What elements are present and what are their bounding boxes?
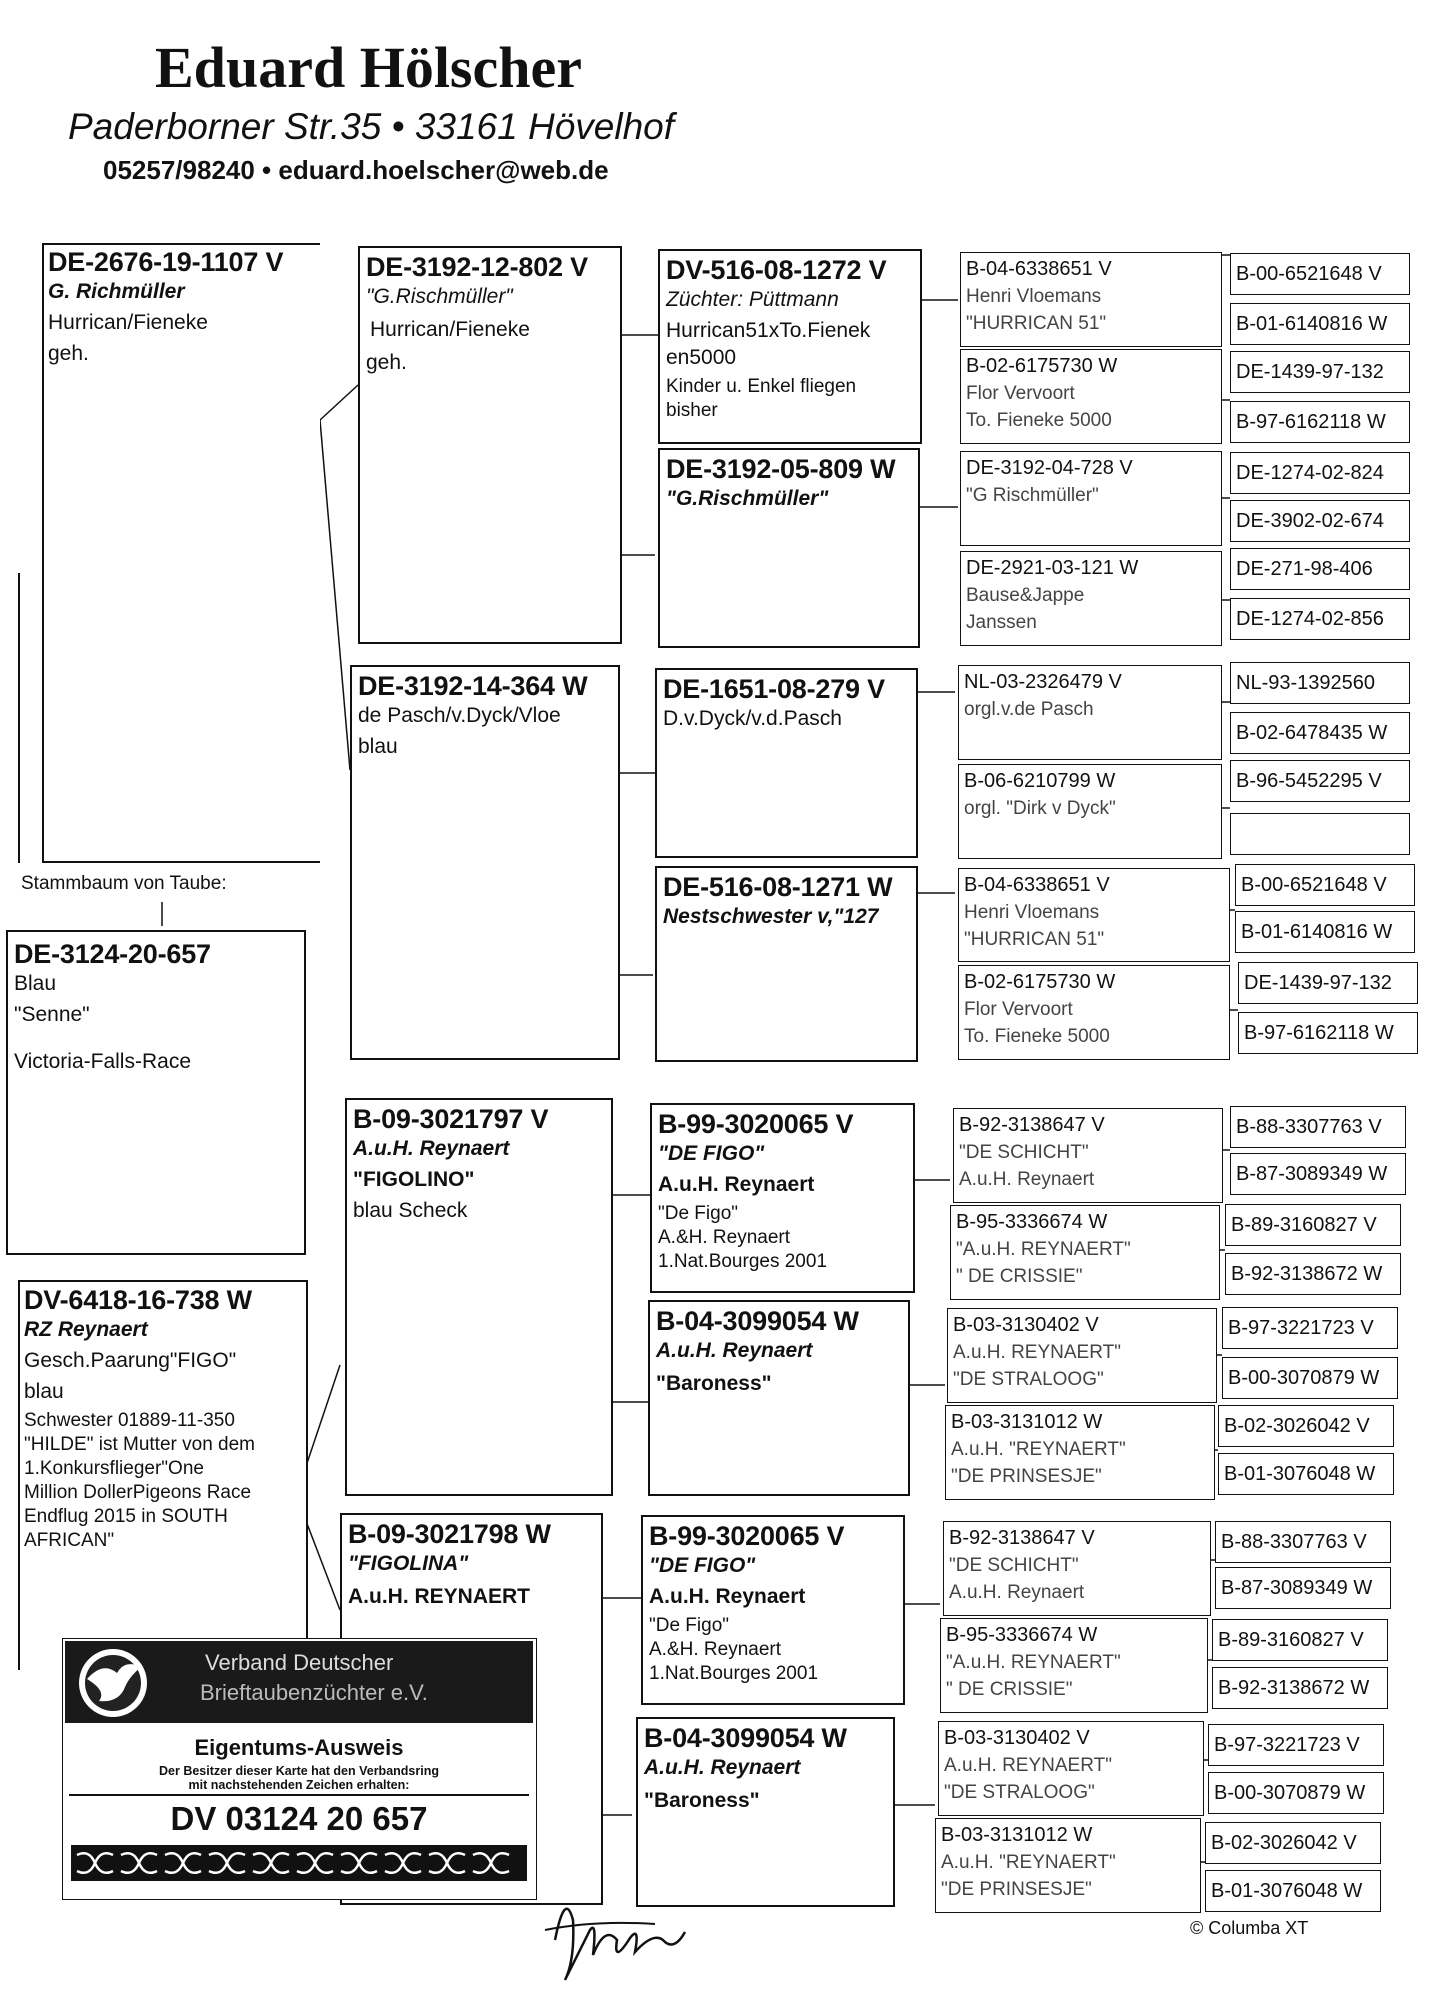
gen4-card [953, 1108, 1223, 1203]
ggp-ring: B-99-3020065 V [649, 1521, 845, 1551]
gen4-line-1: "A.u.H. REYNAERT" [946, 1652, 1121, 1673]
subject-card [6, 930, 306, 1255]
gen4-ring: B-03-3131012 W [941, 1824, 1093, 1846]
great-grandparent-card [655, 866, 918, 1062]
gen5-ring: B-00-6521648 V [1230, 253, 1410, 295]
ggp-note-3: 1.Nat.Bourges 2001 [649, 1663, 819, 1684]
gen4-line-2: "HURRICAN 51" [964, 929, 1105, 950]
gen4-ring: B-06-6210799 W [964, 770, 1116, 792]
gen4-line-2: A.u.H. Reynaert [949, 1582, 1085, 1603]
ggp-breeder: A.u.H. Reynaert [649, 1585, 806, 1608]
dam-breeder: RZ Reynaert [24, 1318, 148, 1341]
ownership-card [62, 1638, 537, 1900]
gen4-line-2: "HURRICAN 51" [966, 313, 1107, 334]
grandparent-name: "FIGOLINO" [353, 1168, 475, 1191]
ggp-ring: DE-3192-05-809 W [666, 454, 896, 484]
subject-color: Blau [14, 972, 57, 995]
ggp-line-1: Hurrican51xTo.Fienek [666, 319, 871, 342]
great-grandparent-card [648, 1300, 910, 1496]
gen4-ring: B-92-3138647 V [959, 1114, 1105, 1136]
gen4-card [940, 1618, 1208, 1713]
subject-name: "Senne" [14, 1003, 90, 1026]
gen5-ring: B-88-3307763 V [1215, 1521, 1391, 1563]
gen4-line-1: "DE SCHICHT" [949, 1555, 1079, 1576]
gen4-ring: B-04-6338651 V [964, 874, 1110, 896]
sire-line: Hurrican/Fieneke [48, 311, 208, 334]
grandparent-card [345, 1098, 613, 1496]
pedigree-label: Stammbaum von Taube: [21, 873, 227, 894]
gen4-card [958, 868, 1230, 962]
ggp-note-3: 1.Nat.Bourges 2001 [658, 1251, 828, 1272]
ggp-ring: DV-516-08-1272 V [666, 255, 887, 285]
card-pattern [71, 1845, 527, 1881]
sire-card [18, 243, 320, 863]
dam-note-1: Schwester 01889-11-350 [24, 1410, 235, 1431]
card-title: Eigentums-Ausweis [194, 1735, 404, 1760]
gen5-ring: B-92-3138672 W [1212, 1667, 1388, 1709]
ggp-line: D.v.Dyck/v.d.Pasch [663, 707, 842, 730]
gen4-card [958, 665, 1222, 760]
gen4-line-2: To. Fieneke 5000 [964, 1026, 1110, 1047]
gen4-line-2: " DE CRISSIE" [956, 1266, 1083, 1287]
grandparent-breeder: A.u.H. REYNAERT [348, 1585, 531, 1608]
gen5-ring: DE-1274-02-824 [1230, 452, 1410, 494]
grandparent-ring: B-09-3021798 W [348, 1519, 551, 1549]
gen5-ring: B-01-6140816 W [1235, 911, 1415, 953]
grandparent-breeder: "G.Rischmüller" [366, 285, 513, 308]
grandparent-name: "FIGOLINA" [348, 1552, 469, 1575]
grandparent-card [358, 246, 622, 644]
card-text-1: Der Besitzer dieser Karte hat den Verbandsring [159, 1764, 439, 1778]
grandparent-line: de Pasch/v.Dyck/Vloe [358, 704, 561, 727]
gen4-line-1: "DE SCHICHT" [959, 1142, 1089, 1163]
grandparent-note: geh. [366, 351, 407, 374]
gen5-ring: DE-3902-02-674 [1230, 500, 1410, 542]
gen4-card [960, 252, 1222, 347]
gen4-card [960, 451, 1222, 546]
grandparent-ring: DE-3192-14-364 W [358, 671, 588, 701]
ggp-name: "Baroness" [656, 1372, 772, 1395]
grandparent-line: Hurrican/Fieneke [370, 318, 530, 341]
gen4-line-1: Flor Vervoort [964, 999, 1073, 1020]
ggp-breeder: Züchter: Püttmann [666, 288, 839, 311]
ggp-note-2: A.&H. Reynaert [649, 1639, 781, 1660]
ggp-name: "Baroness" [644, 1789, 760, 1812]
dam-color: blau [24, 1380, 64, 1403]
gen4-ring: B-02-6175730 W [964, 971, 1116, 993]
dam-note-6: AFRICAN" [24, 1530, 115, 1551]
ggp-breeder: A.u.H. Reynaert [658, 1173, 815, 1196]
ggp-ring: DE-1651-08-279 V [663, 674, 885, 704]
gen5-ring: DE-1274-02-856 [1230, 598, 1410, 640]
gen5-ring: B-87-3089349 W [1230, 1153, 1406, 1195]
gen4-line-1: orgl.v.de Pasch [964, 699, 1094, 720]
gen4-line-1: Henri Vloemans [966, 286, 1102, 307]
gen5-ring: DE-1439-97-132 [1238, 962, 1418, 1004]
gen4-card [958, 965, 1230, 1060]
gen4-line-2: Janssen [966, 612, 1037, 633]
gen4-line-1: Bause&Jappe [966, 585, 1085, 606]
dam-note-4: Million DollerPigeons Race [24, 1482, 252, 1503]
gen5-ring: B-97-3221723 V [1208, 1724, 1384, 1766]
gen4-card [943, 1521, 1211, 1616]
gen4-card [958, 764, 1222, 859]
gen4-card [947, 1308, 1217, 1403]
breeder-name: Eduard Hölscher [155, 35, 582, 100]
gen5-ring: B-00-3070879 W [1222, 1357, 1398, 1399]
gen5-ring: DE-271-98-406 [1230, 548, 1410, 590]
gen4-card [950, 1205, 1220, 1300]
dam-pairing: Gesch.Paarung"FIGO" [24, 1349, 237, 1372]
gen5-ring: B-89-3160827 V [1212, 1619, 1388, 1661]
ggp-note-1: "De Figo" [649, 1615, 730, 1636]
dam-note-5: Endflug 2015 in SOUTH [24, 1506, 228, 1527]
gen5-ring: B-01-3076048 W [1205, 1870, 1381, 1912]
gen4-line-1: Flor Vervoort [966, 383, 1075, 404]
gen4-card [945, 1405, 1215, 1500]
dam-ring: DV-6418-16-738 W [24, 1285, 252, 1315]
dam-note-2: "HILDE" ist Mutter von dem [24, 1434, 256, 1455]
gen4-line-1: A.u.H. REYNAERT" [953, 1342, 1121, 1363]
gen4-line-1: A.u.H. "REYNAERT" [951, 1439, 1126, 1460]
gen4-line-2: "DE STRALOOG" [944, 1782, 1095, 1803]
great-grandparent-card [650, 1103, 915, 1293]
gen4-line-1: "G Rischmüller" [966, 485, 1099, 506]
gen4-card [938, 1721, 1204, 1816]
great-grandparent-card [636, 1717, 895, 1907]
grandparent-ring: B-09-3021797 V [353, 1104, 549, 1134]
ggp-note-1: "De Figo" [658, 1203, 739, 1224]
ggp-note-2: bisher [666, 400, 718, 421]
gen4-line-1: Henri Vloemans [964, 902, 1100, 923]
grandparent-breeder: A.u.H. Reynaert [353, 1137, 510, 1160]
great-grandparent-card [655, 668, 918, 858]
gen4-line-1: A.u.H. REYNAERT" [944, 1755, 1112, 1776]
gen5-ring: DE-1439-97-132 [1230, 351, 1410, 393]
gen4-ring: B-03-3130402 V [953, 1314, 1099, 1336]
card-header [65, 1641, 533, 1723]
gen5-ring: B-97-6162118 W [1230, 401, 1410, 443]
gen4-ring: DE-3192-04-728 V [966, 457, 1133, 479]
gen4-line-2: To. Fieneke 5000 [966, 410, 1112, 431]
great-grandparent-card [641, 1515, 905, 1705]
gen4-line-2: "DE STRALOOG" [953, 1369, 1104, 1390]
grandparent-color: blau [358, 735, 398, 758]
grandparent-ring: DE-3192-12-802 V [366, 252, 588, 282]
gen5-ring: B-01-6140816 W [1230, 303, 1410, 345]
ggp-ring: B-99-3020065 V [658, 1109, 854, 1139]
ggp-breeder: "G.Rischmüller" [666, 487, 829, 510]
gen4-ring: DE-2921-03-121 W [966, 557, 1139, 579]
gen5-ring: NL-93-1392560 [1230, 662, 1410, 704]
ggp-ring: B-04-3099054 W [644, 1723, 847, 1753]
great-grandparent-card [658, 448, 920, 648]
gen5-ring: B-02-3026042 V [1218, 1405, 1394, 1447]
gen4-ring: B-03-3131012 W [951, 1411, 1103, 1433]
gen4-card [960, 349, 1222, 444]
signature-icon [535, 1880, 715, 1990]
gen5-ring: B-88-3307763 V [1230, 1106, 1406, 1148]
card-ring-number: DV 03124 20 657 [170, 1800, 428, 1837]
ggp-ring: DE-516-08-1271 W [663, 872, 893, 902]
gen5-ring: B-00-3070879 W [1208, 1772, 1384, 1814]
subject-race: Victoria-Falls-Race [14, 1050, 191, 1073]
ggp-note: Nestschwester v,"127 [663, 905, 879, 928]
gen5-ring [1230, 813, 1410, 855]
footer-copyright: © Columba XT [1190, 1918, 1309, 1938]
gen5-ring: B-96-5452295 V [1230, 760, 1410, 802]
ggp-breeder: A.u.H. Reynaert [644, 1756, 801, 1779]
dam-note-3: 1.Konkursflieger"One [24, 1458, 204, 1479]
ggp-name: "DE FIGO" [658, 1142, 765, 1165]
gen4-ring: B-95-3336674 W [956, 1211, 1108, 1233]
gen5-ring: B-02-3026042 V [1205, 1822, 1381, 1864]
ggp-ring: B-04-3099054 W [656, 1306, 859, 1336]
card-text-2: mit nachstehenden Zeichen erhalten: [188, 1778, 410, 1792]
gen4-card [960, 551, 1222, 646]
gen4-line-1: orgl. "Dirk v Dyck" [964, 798, 1116, 819]
gen4-ring: B-02-6175730 W [966, 355, 1118, 377]
gen4-line-2: A.u.H. Reynaert [959, 1169, 1095, 1190]
gen5-ring: B-02-6478435 W [1230, 712, 1410, 754]
gen5-ring: B-97-6162118 W [1238, 1012, 1418, 1054]
gen5-ring: B-89-3160827 V [1225, 1204, 1401, 1246]
gen4-line-2: "DE PRINSESJE" [941, 1879, 1092, 1900]
gen5-ring: B-92-3138672 W [1225, 1253, 1401, 1295]
gen4-ring: B-03-3130402 V [944, 1727, 1090, 1749]
gen4-ring: NL-03-2326479 V [964, 671, 1122, 693]
gen4-ring: B-95-3336674 W [946, 1624, 1098, 1646]
gen4-line-2: " DE CRISSIE" [946, 1679, 1073, 1700]
breeder-contact: 05257/98240 • eduard.hoelscher@web.de [103, 155, 609, 185]
gen4-ring: B-04-6338651 V [966, 258, 1112, 280]
gen5-ring: B-00-6521648 V [1235, 864, 1415, 906]
gen4-card [935, 1818, 1201, 1913]
gen5-ring: B-97-3221723 V [1222, 1307, 1398, 1349]
ggp-note-1: Kinder u. Enkel fliegen [666, 376, 857, 397]
gen5-ring: B-01-3076048 W [1218, 1453, 1394, 1495]
sire-breeder: G. Richmüller [48, 280, 185, 303]
gen4-line-2: "DE PRINSESJE" [951, 1466, 1102, 1487]
ggp-breeder: A.u.H. Reynaert [656, 1339, 813, 1362]
dove-logo-icon [69, 1643, 159, 1721]
pattern-border-icon [71, 1845, 527, 1881]
ggp-name: "DE FIGO" [649, 1554, 756, 1577]
card-org-line2: Brieftaubenzüchter e.V. [200, 1680, 428, 1705]
gen5-ring: B-87-3089349 W [1215, 1567, 1391, 1609]
gen4-line-1: A.u.H. "REYNAERT" [941, 1852, 1116, 1873]
great-grandparent-card [658, 249, 922, 444]
ggp-line-2: en5000 [666, 346, 737, 369]
grandparent-card [350, 665, 620, 1060]
subject-ring: DE-3124-20-657 [14, 939, 211, 969]
breeder-address: Paderborner Str.35 • 33161 Hövelhof [68, 106, 675, 147]
dam-card [18, 1280, 308, 1670]
ggp-note-2: A.&H. Reynaert [658, 1227, 790, 1248]
grandparent-color: blau Scheck [353, 1199, 468, 1222]
sire-color: geh. [48, 342, 89, 365]
card-org-line1: Verband Deutscher [205, 1650, 394, 1675]
sire-ring: DE-2676-19-1107 V [48, 247, 284, 277]
gen4-ring: B-92-3138647 V [949, 1527, 1095, 1549]
gen4-line-1: "A.u.H. REYNAERT" [956, 1239, 1131, 1260]
